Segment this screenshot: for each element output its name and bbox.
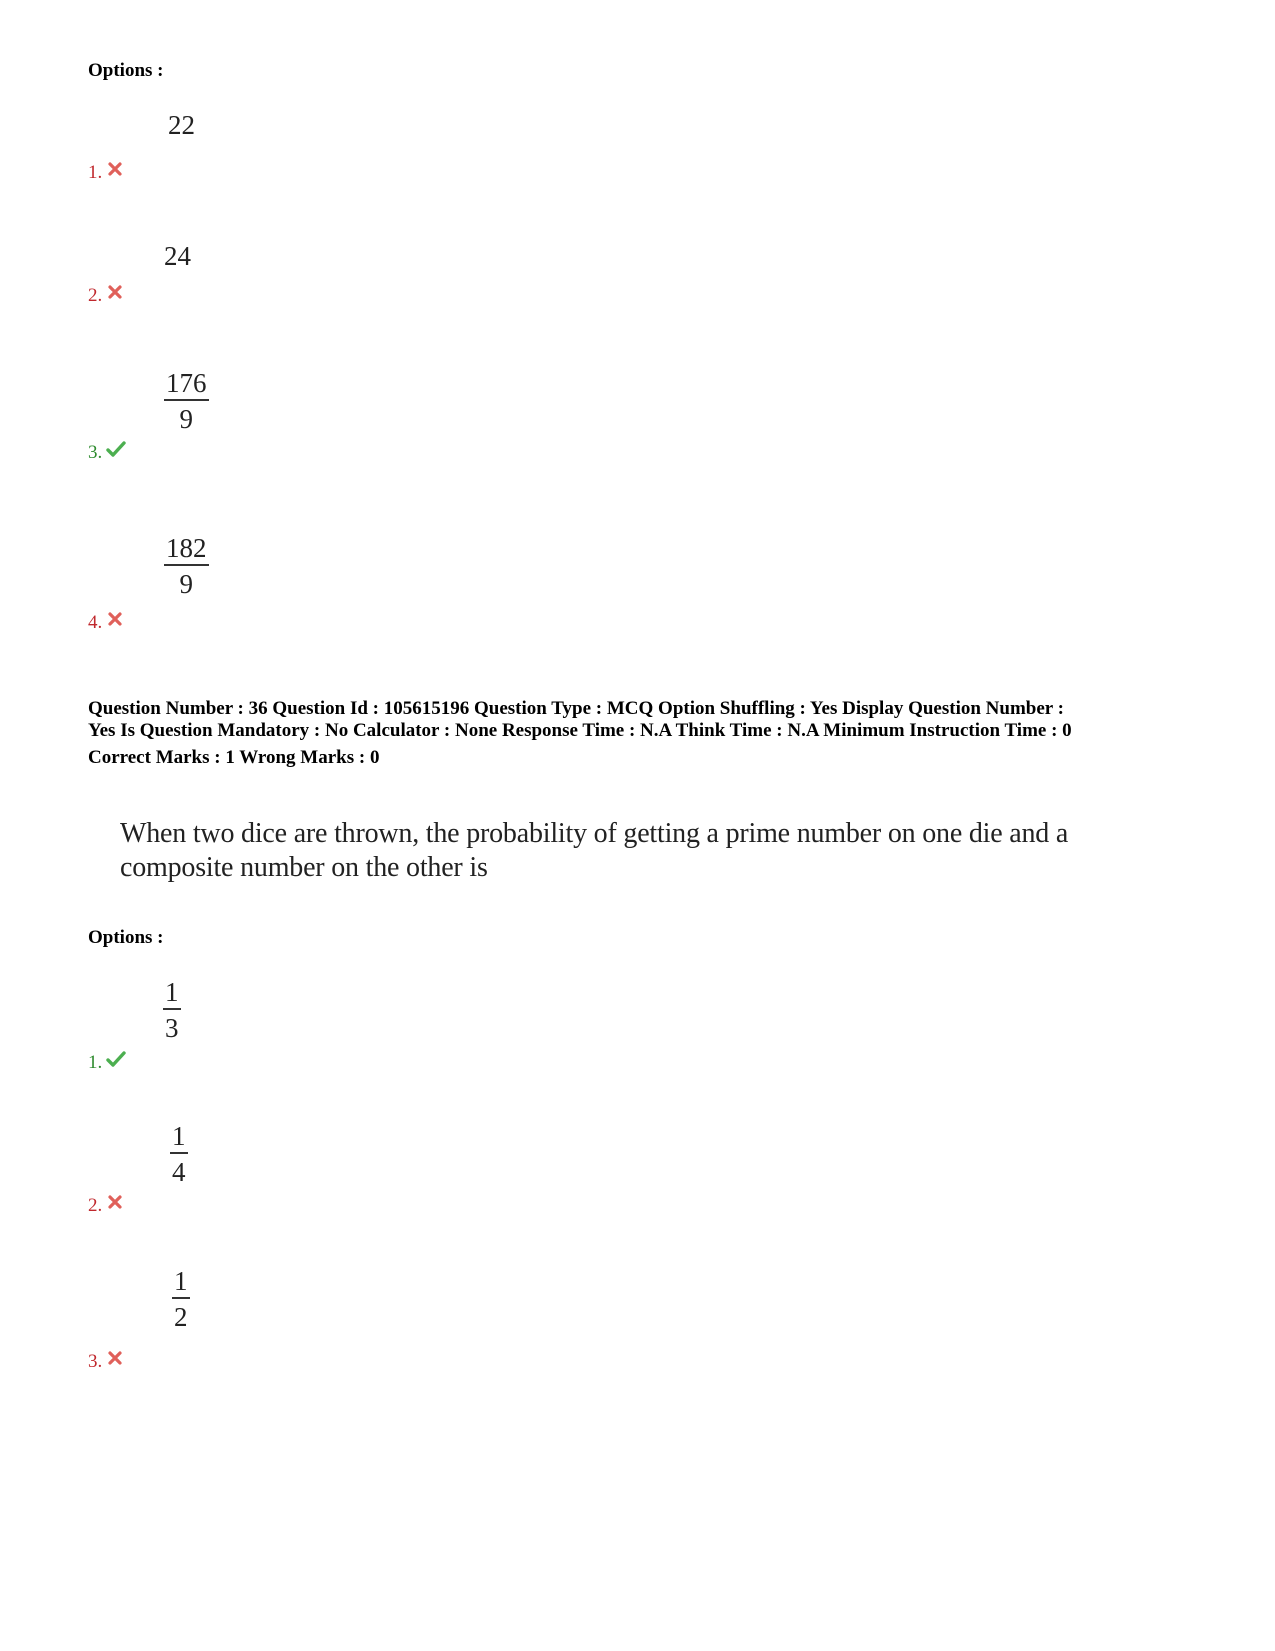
question-meta — [88, 698, 1208, 769]
fraction-numerator: 176 — [166, 368, 207, 398]
options-label: Options : — [88, 927, 164, 948]
cross-icon — [106, 1349, 124, 1367]
fraction-bar — [164, 399, 209, 401]
fraction-numerator: 1 — [172, 1121, 186, 1151]
option-number-label: 3. — [88, 442, 103, 463]
option-value: 22 — [168, 110, 195, 140]
fraction-denominator: 3 — [165, 1013, 179, 1043]
option-number-label: 1. — [88, 1052, 103, 1073]
question-marks: Correct Marks : 1 Wrong Marks : 0 — [88, 747, 380, 768]
fraction-bar — [172, 1297, 190, 1299]
fraction-bar — [163, 1008, 181, 1010]
question-meta-line: Question Number : 36 Question Id : 105615196 Question Type : MCQ Option Shuffling : Yes Display Question Number : — [88, 698, 1064, 719]
option-number — [88, 1195, 124, 1217]
fraction-denominator: 9 — [179, 404, 193, 434]
option-number-label: 3. — [88, 1351, 103, 1372]
option-number — [88, 1052, 124, 1074]
check-icon — [106, 1050, 124, 1068]
option-number — [88, 162, 124, 184]
fraction-denominator: 9 — [179, 569, 193, 599]
option-number — [88, 1351, 124, 1373]
question-meta-line: Yes Is Question Mandatory : No Calculator : None Response Time : N.A Think Time : N.A Minimum Instruction Time : 0 — [88, 720, 1072, 741]
fraction-numerator: 182 — [166, 533, 207, 563]
cross-icon — [106, 1193, 124, 1211]
option-number — [88, 285, 124, 307]
check-icon — [106, 440, 124, 458]
question-text: When two dice are thrown, the probability of getting a prime number on one die and a composite number on the other is — [120, 818, 1069, 883]
option-number-label: 2. — [88, 285, 103, 306]
cross-icon — [106, 160, 124, 178]
option-number — [88, 442, 124, 464]
fraction-bar — [170, 1152, 188, 1154]
options-label: Options : — [88, 60, 164, 81]
fraction-bar — [164, 564, 209, 566]
cross-icon — [106, 283, 124, 301]
option-fraction — [172, 1266, 190, 1332]
option-fraction — [170, 1121, 188, 1187]
option-fraction — [164, 368, 209, 434]
option-number-label: 2. — [88, 1195, 103, 1216]
fraction-numerator: 1 — [165, 977, 179, 1007]
option-number-label: 4. — [88, 612, 103, 633]
fraction-denominator: 2 — [174, 1302, 188, 1332]
option-fraction — [164, 533, 209, 599]
cross-icon — [106, 610, 124, 628]
option-number-label: 1. — [88, 162, 103, 183]
fraction-denominator: 4 — [172, 1157, 186, 1187]
option-number — [88, 612, 124, 634]
option-value: 24 — [164, 241, 191, 271]
option-fraction — [163, 977, 181, 1043]
fraction-numerator: 1 — [174, 1266, 188, 1296]
